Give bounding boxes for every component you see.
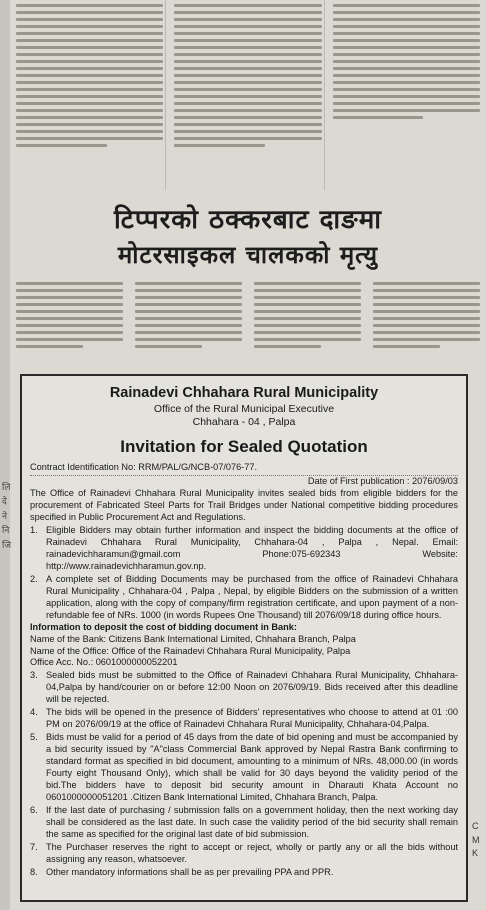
notice-item	[30, 525, 458, 573]
notice-item	[30, 707, 458, 731]
notice-item	[30, 670, 458, 706]
left-fragment: लि	[2, 482, 11, 492]
item-text: If the last date of purchasing / submission falls on a government holiday, then the next working day shall be considered as the last date. In such case the validity period of the bid security shall remain the same as specified for the original last date of bid submission.	[46, 804, 458, 839]
notice-organization: Rainadevi Chhahara Rural Municipality	[109, 385, 379, 401]
left-fragment: दे	[2, 496, 7, 507]
notice-item	[30, 574, 458, 622]
item-text: A complete set of Bidding Documents may be purchased from the office of Rainadevi Chhahara Rural Municipality , Chhahara-04 , Palpa , Nepal, by eligible Bidders on the submission of a written application, along with the copy of company/firm registration certificate, and upon payment of a non-refundable fee of NRs. 1000 (in words Rupees One Thousand) till 2076/09/18 during office hours.	[46, 573, 458, 620]
left-fragment: ने	[2, 510, 7, 521]
bank-name: Name of the Bank: Citizens Bank International Limited, Chhahara Branch, Palpa	[30, 633, 356, 644]
publication-date: Date of First publication : 2076/09/03	[307, 476, 458, 487]
top-column-3	[331, 0, 482, 190]
item-number: 3.	[30, 670, 38, 681]
item-text: Other mandatory informations shall be as per prevailing PPA and PPR.	[46, 866, 334, 877]
item-number: 2.	[30, 573, 38, 584]
page-left-edge	[0, 0, 10, 910]
story-column-1	[14, 278, 125, 366]
notice-intro: The Office of Rainadevi Chhahara Rural Municipality invites sealed bids from eligible bidders for the procurement of Fabricated Steel Parts for Trail Bridges under National competitive bidding procedures specified in Public Procurement Act and Regulations.	[30, 488, 458, 523]
item-number: 8.	[30, 866, 38, 877]
item-number: 1.	[30, 524, 38, 535]
bank-account: Office Acc. No.: 0601000000052201	[30, 657, 178, 668]
item-text: The Purchaser reserves the right to accept or reject, wholly or partly any or all the bids without assigning any reason, whatsoever.	[46, 841, 458, 864]
item-number: 4.	[30, 707, 38, 718]
right-fragment: K	[472, 848, 479, 858]
item-text: Sealed bids must be submitted to the Office of Rainadevi Chhahara Rural Municipality, Chhahara-04,Palpa by hand/courier on or before 12:00 Noon on 2076/09/19. Bids received after this deadline will be rejected.	[46, 670, 458, 705]
story-column-3	[252, 278, 363, 366]
item-text: The bids will be opened in the presence of Bidders' representatives who choose to attend at 01 :00 PM on 2076/09/19 at the office of Rainadevi Chhahara Rural Municipality, Chhahara-04,Palpa.	[46, 707, 458, 730]
notice-heading: Invitation for Sealed Quotation	[120, 437, 368, 457]
top-column-2	[172, 0, 324, 190]
top-column-1	[14, 0, 166, 190]
left-fragment: जि	[2, 539, 12, 550]
contract-id: Contract Identification No: RRM/PAL/G/NCB-07/076-77.	[30, 462, 458, 476]
left-margin-fragments	[2, 480, 12, 552]
notice-office: Office of the Rural Municipal Executive	[153, 402, 335, 415]
bank-office-name: Name of the Office: Office of the Rainadevi Chhahara Rural Municipality, Palpa	[30, 645, 351, 656]
story-column-2	[133, 278, 244, 366]
top-article-columns	[14, 0, 482, 190]
right-fragment: C	[472, 821, 479, 831]
notice-address: Chhahara - 04 , Palpa	[192, 416, 296, 429]
item-text: Bids must be valid for a period of 45 days from the date of bid opening and must be accompanied by a bid security issued by "A"class Commercial Bank approved by Nepal Rastra Bank confirming to standard format as specified in bid document, amounting to a minimum of NRs. 48,000.00 (in words Fourty eight Thousand Only), which shall be valid for 30 days beyond the validity period of the bid.The bidders have to deposit bid security amount in Dharauti Khata Account no 0601000000051201 .Citizen Bank International Limited, Chhahara Branch, Palpa.	[46, 732, 458, 802]
item-text: Eligible Bidders may obtain further information and inspect the bidding documents at the office of Rainadevi Chhahara Rural Municipality, Chhahara-04 , Palpa , Nepal. Email: rainadevichharamun@gmail.com Phone:075-692343 Website: http://www.rainadevichharamun.gov.np.	[46, 524, 458, 571]
story-column-4	[371, 278, 482, 366]
headline-line-1: टिप्परको ठक्करबाट दाङमा	[114, 205, 382, 235]
item-number: 7.	[30, 841, 38, 852]
news-headline	[14, 200, 482, 271]
left-fragment: नि	[2, 525, 10, 536]
item-number: 6.	[30, 804, 38, 815]
right-fragment: M	[472, 834, 480, 845]
story-columns	[14, 278, 482, 366]
notice-item	[30, 867, 458, 879]
right-margin-fragments	[472, 820, 484, 861]
bank-info-title: Information to deposit the cost of bidding document in Bank:	[30, 621, 297, 632]
notice-item	[30, 842, 458, 866]
notice-item	[30, 732, 458, 804]
sealed-quotation-notice	[20, 374, 468, 902]
notice-item	[30, 805, 458, 841]
headline-line-2: मोटरसाइकल चालकको मृत्यु	[117, 240, 379, 269]
item-number: 5.	[30, 732, 38, 743]
